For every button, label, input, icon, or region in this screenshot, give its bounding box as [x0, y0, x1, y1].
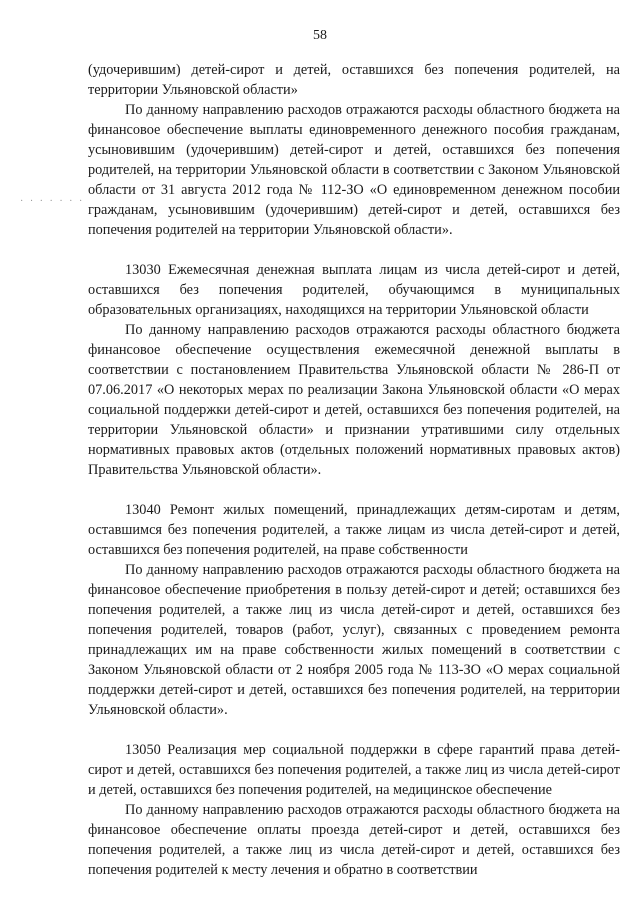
margin-scan-artifact: · · · · · · · [20, 196, 85, 207]
paragraph-continuation: (удочерившим) детей-сирот и детей, оставшихся без попечения родителей, на территории Ульяновской области» [88, 62, 620, 98]
document-body [88, 60, 620, 880]
section-heading-13040: 13040 Ремонт жилых помещений, принадлежащих детям-сиротам и детям, оставшимся без попечения родителей, а также лицам из числа детей-сирот и детей, оставшихся без попечения родителей, на праве собственности [88, 502, 620, 558]
paragraph-13050-description: По данному направлению расходов отражаются расходы областного бюджета на финансовое обеспечение оплаты проезда детей-сирот и детей, оставшихся без попечения родителей, а также лиц из числа детей-сирот и детей, оставшихся без попечения родителей к месту лечения и обратно в соответствии [88, 802, 620, 878]
section-gap [88, 480, 620, 500]
paragraph-13020-description: По данному направлению расходов отражаются расходы областного бюджета на финансовое обеспечение выплаты единовременного денежного пособия гражданам, усыновившим (удочерившим) детей-сирот и детей, оставшихся без попечения родителей, на территории Ульяновской области в соответствии с Законом Ульяновской области от 31 августа 2012 года № 112-ЗО «О единовременном денежном пособии гражданам, усыновившим (удочерившим) детей-сирот и детей, оставшихся без попечения родителей на территории Ульяновской области». [88, 102, 620, 238]
section-gap [88, 720, 620, 740]
paragraph-13030-description: По данному направлению расходов отражаются расходы областного бюджета финансовое обеспечение осуществления ежемесячной денежной выплаты в соответствии с постановлением Правительства Ульяновской области № 286-П от 07.06.2017 «О некоторых мерах по реализации Закона Ульяновской области «О мерах социальной поддержки детей-сирот и детей, оставшихся без попечения родителей, на территории Ульяновской области» и признании утратившими силу отдельных нормативных правовых актов (отдельных положений нормативных правовых актов) Правительства Ульяновской области». [88, 322, 620, 478]
section-heading-13030: 13030 Ежемесячная денежная выплата лицам из числа детей-сирот и детей, оставшихся без попечения родителей, обучающимся в муниципальных образовательных организациях, находящихся на территории Ульяновской области [88, 262, 620, 318]
section-gap [88, 240, 620, 260]
section-heading-13050: 13050 Реализация мер социальной поддержки в сфере гарантий права детей-сирот и детей, оставшихся без попечения родителей, а также лиц из числа детей-сирот и детей, оставшихся без попечения родителей, на медицинское обеспечение [88, 742, 620, 798]
page-number: 58 [313, 28, 327, 43]
paragraph-13040-description: По данному направлению расходов отражаются расходы областного бюджета на финансовое обеспечение приобретения в пользу детей-сирот и детей; оставшихся без попечения родителей, а также лиц из числа детей-сирот и детей, оставшихся без попечения родителей, товаров (работ, услуг), связанных с проведением ремонта принадлежащих им на праве собственности жилых помещений в соответствии с Законом Ульяновской области от 2 ноября 2005 года № 113-ЗО «О мерах социальной поддержки детей-сирот и детей, оставшихся без попечения родителей, на территории Ульяновской области». [88, 562, 620, 718]
